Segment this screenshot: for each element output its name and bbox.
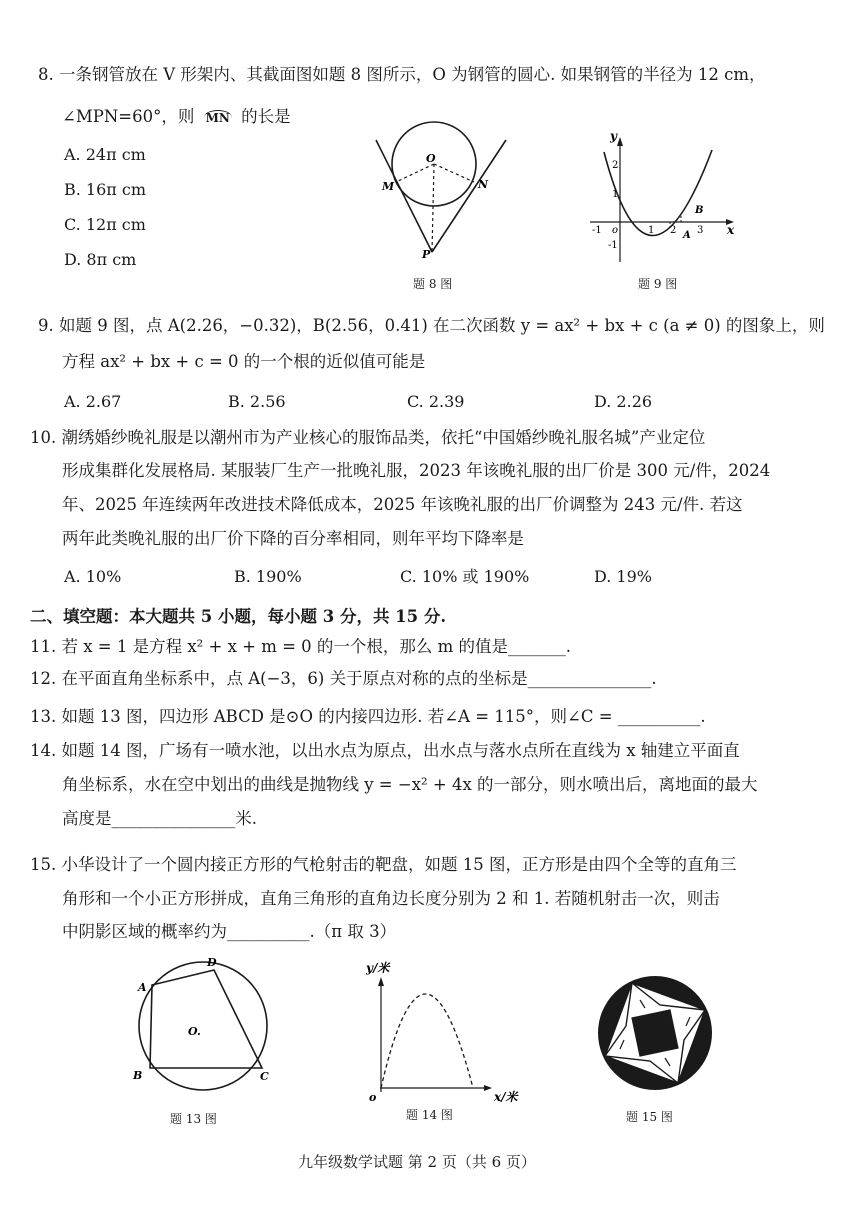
q15-line3: 中阴影区域的概率约为__________.（π 取 3）: [62, 922, 397, 941]
fig9-tick-x1: 1: [648, 225, 655, 236]
fig13-circle: [139, 962, 267, 1090]
figure-15: [590, 960, 720, 1090]
q9-option-c: C. 2.39: [407, 392, 465, 411]
fig9-caption: 题 9 图: [638, 277, 678, 291]
fig13-label-o: O.: [188, 1025, 201, 1038]
q10-line2: 形成集群化发展格局. 某服装厂生产一批晚礼服，2023 年该晚礼服的出厂价是 300 元/件，2024: [62, 461, 771, 480]
fig9-label-a: A: [683, 230, 691, 241]
fig9-tick-y2: 2: [612, 160, 619, 171]
q15-line2: 角形和一个小正方形拼成，直角三角形的直角边长度分别为 2 和 1. 若随机射击一次，则击: [62, 889, 720, 908]
fig8-label-n: N: [478, 178, 489, 191]
fig14-water-parabola: [381, 994, 473, 1088]
q10-line4: 两年此类晚礼服的出厂价下降的百分率相同，则年平均下降率是: [62, 529, 524, 548]
q9-line2: 方程 ax² + bx + c = 0 的一个根的近似值可能是: [62, 352, 426, 371]
fig9-tick-x2: 2: [670, 225, 677, 236]
q15-line1: 15. 小华设计了一个圆内接正方形的气枪射击的靶盘，如题 15 图，正方形是由四个全等的直角三: [30, 855, 737, 874]
fig13-quadrilateral: [150, 970, 262, 1068]
q11-text: 11. 若 x = 1 是方程 x² + x + m = 0 的一个根，那么 m 的值是_______.: [30, 637, 572, 656]
q9-option-d: D. 2.26: [594, 392, 653, 411]
q14-line2: 角坐标系，水在空中划出的曲线是抛物线 y = −x² + 4x 的一部分，则水喷出后，离地面的最大: [62, 775, 758, 794]
fig15-caption: 题 15 图: [626, 1110, 673, 1124]
q10-line3: 年、2025 年连续两年改进技术降低成本，2025 年该晚礼服的出厂价调整为 243 元/件. 若这: [62, 495, 743, 514]
figure-13: [130, 955, 280, 1095]
q10-option-c: C. 10% 或 190%: [400, 567, 530, 586]
q8-line2: [62, 106, 291, 129]
fig9-tick-x3: 3: [697, 225, 704, 236]
q13-text: 13. 如题 13 图，四边形 ABCD 是⊙O 的内接四边形. 若∠A = 115°，则∠C = __________.: [30, 707, 706, 726]
fig14-x-arrow: [484, 1085, 492, 1091]
fig13-label-b: B: [133, 1069, 143, 1082]
q12-text: 12. 在平面直角坐标系中，点 A(−3，6) 关于原点对称的点的坐标是_______________.: [30, 669, 657, 688]
q8-option-a: A. 24π cm: [64, 145, 146, 164]
q8-line2-b: 的长是: [241, 107, 291, 126]
fig9-y-arrow: [617, 137, 623, 146]
fig14-y-arrow: [378, 977, 384, 986]
fig9-tick-y1: 1: [612, 189, 619, 200]
fig14-label-x: x/米: [494, 1090, 518, 1104]
q10-option-b: B. 190%: [234, 567, 302, 586]
fig8-caption: 题 8 图: [413, 277, 453, 291]
fig14-label-o: o: [369, 1091, 377, 1104]
fig8-v-right-line: [432, 140, 506, 252]
fig14-caption: 题 14 图: [406, 1108, 453, 1122]
fig9-label-y: y: [610, 129, 617, 143]
fig8-label-m: M: [382, 180, 395, 193]
q8-line1: 8. 一条钢管放在 V 形架内、其截面图如题 8 图所示，O 为钢管的圆心. 如果钢管的半径为 12 cm，: [38, 65, 766, 84]
fig8-v-left-line: [376, 140, 432, 252]
q10-line1: 10. 潮绣婚纱晚礼服是以潮州市为产业核心的服饰品类，依托“中国婚纱晚礼服名城”产业定位: [30, 428, 706, 447]
fig8-dashed-on: [434, 164, 474, 182]
fig9-tick-ym1: -1: [608, 240, 618, 251]
q10-option-d: D. 19%: [594, 567, 652, 586]
fig8-label-p: P: [422, 248, 431, 261]
fig8-dashed-op: [432, 164, 434, 252]
fig9-label-x: x: [727, 223, 735, 237]
figure-9: [585, 128, 740, 268]
q14-line3: 高度是_______________米.: [62, 809, 257, 828]
fig9-label-o: o: [612, 225, 619, 236]
section-2-title: 二、填空题：本大题共 5 小题，每小题 3 分，共 15 分.: [30, 607, 447, 626]
q9-option-b: B. 2.56: [228, 392, 286, 411]
fig8-label-o: O: [426, 152, 436, 165]
figure-8: [360, 110, 530, 270]
page-footer: 九年级数学试题 第 2 页（共 6 页）: [298, 1153, 536, 1171]
fig9-tick-xm1: -1: [592, 225, 602, 236]
q10-option-a: A. 10%: [64, 567, 122, 586]
figure-14: [360, 955, 530, 1104]
q8-option-b: B. 16π cm: [64, 180, 147, 199]
q14-line1: 14. 如题 14 图，广场有一喷水池，以出水点为原点，出水点与落水点所在直线为 x 轴建立平面直: [30, 741, 740, 760]
fig13-label-a: A: [138, 981, 147, 994]
fig14-label-y: y/米: [366, 961, 390, 975]
q9-option-a: A. 2.67: [64, 392, 122, 411]
q8-arc-label: MN: [205, 111, 230, 125]
q8-option-c: C. 12π cm: [64, 215, 146, 234]
fig13-label-d: D: [207, 956, 217, 969]
fig15-inner-square: [632, 1010, 678, 1056]
q9-line1: 9. 如题 9 图，点 A(2.26，−0.32)，B(2.56，0.41) 在二次函数 y = ax² + bx + c (a ≠ 0) 的图象上，则: [38, 316, 825, 335]
q8-option-d: D. 8π cm: [64, 250, 137, 269]
fig9-label-b: B: [695, 205, 704, 216]
q8-line2-a: ∠MPN=60°，则: [62, 107, 195, 126]
fig13-label-c: C: [260, 1070, 269, 1083]
fig13-caption: 题 13 图: [170, 1112, 217, 1126]
fig8-dashed-om: [396, 164, 434, 182]
